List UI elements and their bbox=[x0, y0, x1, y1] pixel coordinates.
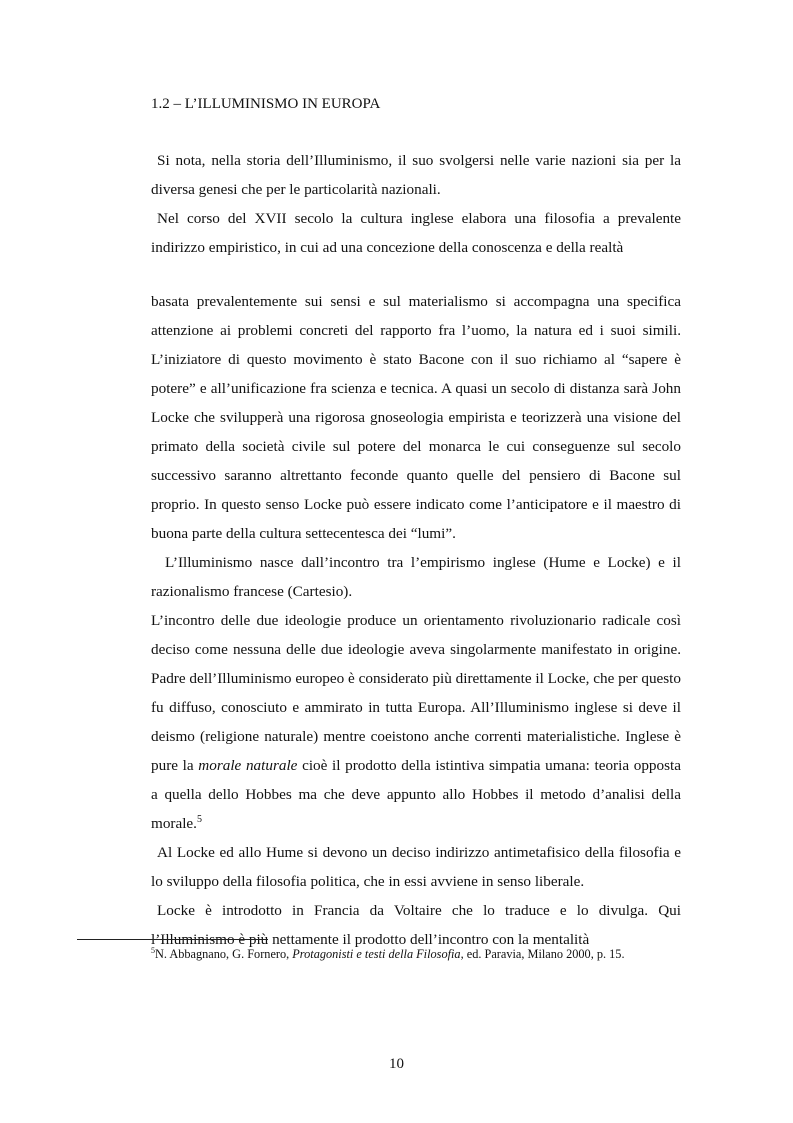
paragraph-incontro bbox=[151, 606, 681, 838]
section-heading: 1.2 – L’ILLUMINISMO IN EUROPA bbox=[151, 96, 381, 112]
footnote-reference: 5 bbox=[196, 814, 202, 825]
paragraph-locke: basata prevalentemente sui sensi e sul materialismo si accompagna una specifica attenzione ai problemi concreti del rapporto fra l’uomo, la natura ed i suoi simili. L’iniziatore di questo movimento è stato Bacone con il suo richiamo al “sapere è potere” e all’unificazione fra scienza e tecnica. A quasi un secolo di distanza sarà John Locke che svilupperà una rigorosa gnoseologia empirista e teorizzerà una visione del primato della società civile sul potere del monarca le cui conseguenze sul secolo successivo saranno altrettanto feconde quanto quelle del pensiero di Bacone sul proprio. In questo senso Locke può essere indicato come l’anticipatore e il maestro di buona parte della cultura settecentesca dei “lumi”. bbox=[151, 293, 681, 542]
footnote-title: Protagonisti e testi della Filosofia, bbox=[292, 947, 464, 961]
paragraph-illuminismo-nasce: L’Illuminismo nasce dall’incontro tra l’empirismo inglese (Hume e Locke) e il razionalismo francese (Cartesio). bbox=[151, 554, 681, 600]
text-block-top bbox=[151, 146, 681, 262]
footnote-divider bbox=[77, 939, 268, 940]
paragraph-voltaire: Locke è introdotto in Francia da Voltaire che lo traduce e lo divulga. Qui l’Illuminismo è più nettamente il prodotto dell’incontro con la mentalità bbox=[151, 902, 681, 948]
text-block-main bbox=[151, 287, 681, 954]
footnote-authors: N. Abbagnano, G. Fornero, bbox=[155, 947, 293, 961]
footnote-number: 5 bbox=[151, 946, 155, 955]
paragraph-incontro-text-b: cioè il prodotto della istintiva simpatia umana: teoria opposta a quella dello Hobbes ma che deve appunto allo Hobbes il metodo d’analisi della morale. bbox=[151, 757, 681, 832]
paragraph-nazioni: Si nota, nella storia dell’Illuminismo, il suo svolgersi nelle varie nazioni sia per la diversa genesi che per le particolarità nazionali. bbox=[151, 152, 681, 198]
paragraph-xvii-secolo: Nel corso del XVII secolo la cultura inglese elabora una filosofia a prevalente indirizzo empiristico, in cui ad una concezione della conoscenza e della realtà bbox=[151, 210, 681, 256]
paragraph-hume: Al Locke ed allo Hume si devono un deciso indirizzo antimetafisico della filosofia e lo sviluppo della filosofia politica, che in essi avviene in senso liberale. bbox=[151, 844, 681, 890]
paragraph-incontro-text-a: L’incontro delle due ideologie produce un orientamento rivoluzionario radicale così deciso come nessuna delle due ideologie aveva singolarmente manifestato in origine. Padre dell’Illuminismo europeo è considerato più direttamente il Locke, che per questo fu diffuso, conosciuto e ammirato in tutta Europa. All’Illuminismo inglese si deve il deismo (religione naturale) mentre coeistono anche correnti materialistiche. Inglese è pure la bbox=[151, 612, 681, 774]
italic-morale-naturale: morale naturale bbox=[198, 757, 298, 774]
page-number: 10 bbox=[389, 1056, 404, 1072]
footnote bbox=[151, 947, 625, 962]
footnote-publisher: ed. Paravia, Milano 2000, p. 15. bbox=[463, 947, 625, 961]
